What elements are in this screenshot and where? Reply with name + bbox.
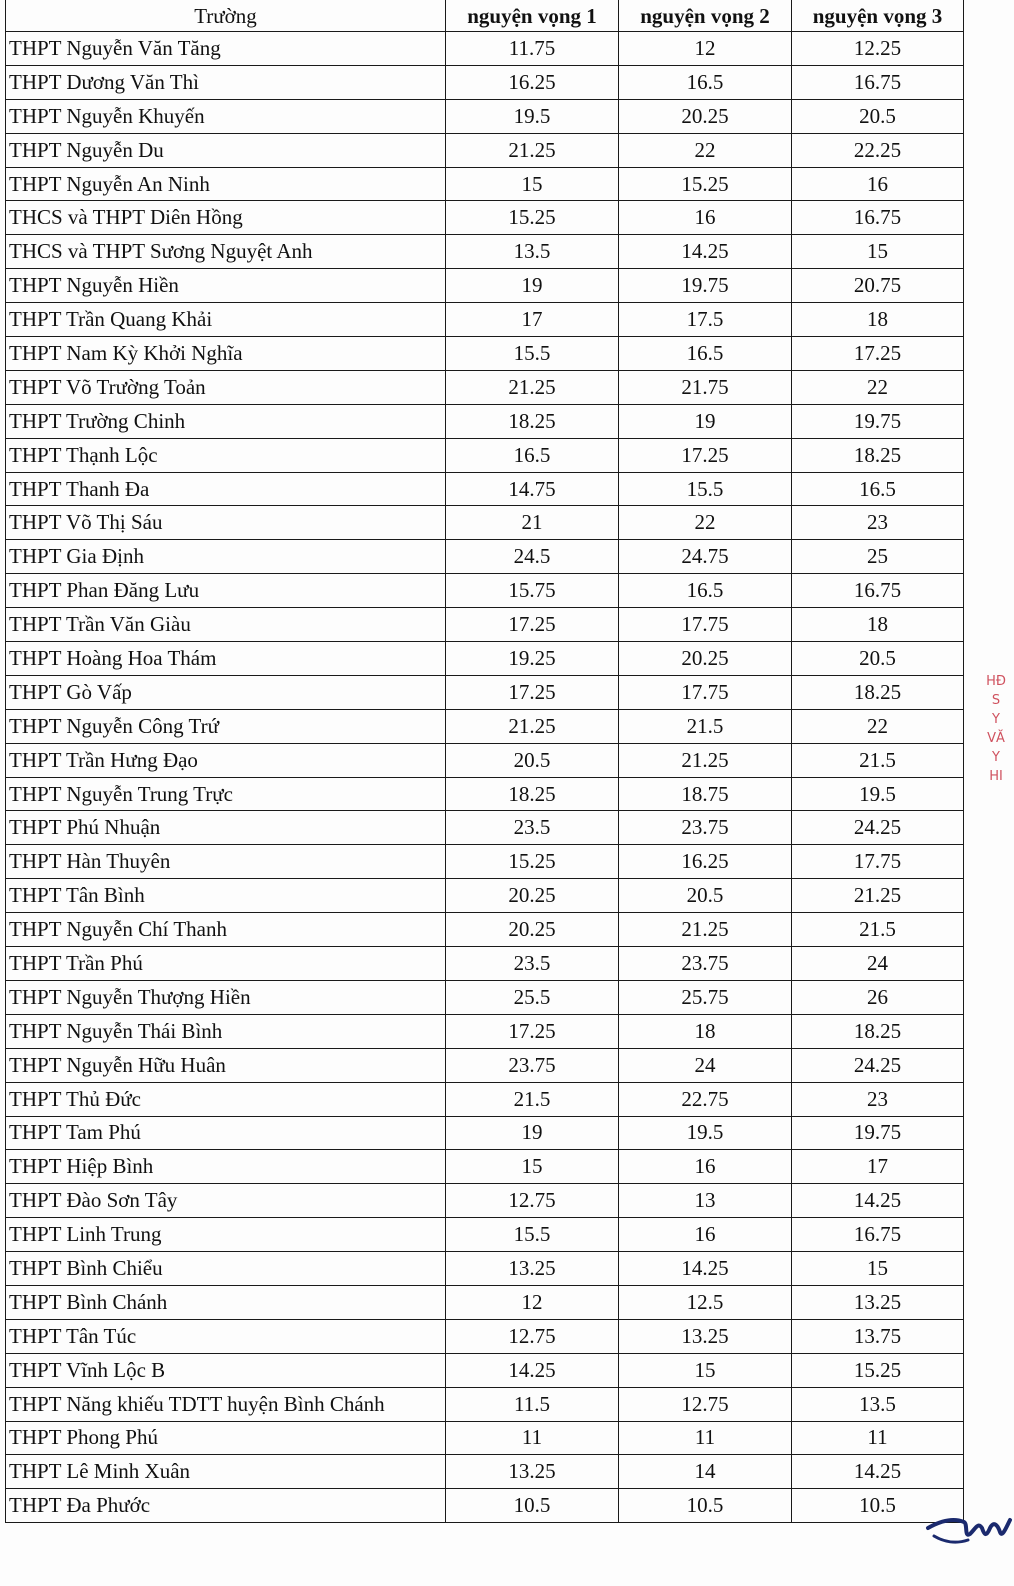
score-cell-v2: 16.5	[619, 337, 792, 371]
score-cell-v3: 13.5	[792, 1387, 964, 1421]
table-row	[6, 642, 964, 676]
school-name-cell: THPT Nguyễn Công Trứ	[6, 709, 446, 743]
table-header-row	[6, 0, 964, 32]
school-name-cell: THCS và THPT Diên Hồng	[6, 201, 446, 235]
score-cell-v3: 25	[792, 540, 964, 574]
score-cell-v2: 15.5	[619, 472, 792, 506]
school-name-cell: THPT Năng khiếu TDTT huyện Bình Chánh	[6, 1387, 446, 1421]
table-row	[6, 811, 964, 845]
school-name-cell: THPT Nguyễn Thượng Hiền	[6, 980, 446, 1014]
stamp-text-line: HĐ	[986, 674, 1006, 689]
stamp-text-line: Y	[992, 750, 1000, 765]
score-cell-v2: 20.25	[619, 642, 792, 676]
score-cell-v1: 10.5	[446, 1489, 619, 1523]
score-cell-v2: 21.75	[619, 370, 792, 404]
score-cell-v3: 19.75	[792, 404, 964, 438]
score-cell-v2: 24	[619, 1048, 792, 1082]
score-cell-v3: 12.25	[792, 32, 964, 66]
score-cell-v1: 16.5	[446, 438, 619, 472]
score-cell-v3: 24	[792, 947, 964, 981]
score-cell-v1: 11.5	[446, 1387, 619, 1421]
score-cell-v3: 13.25	[792, 1285, 964, 1319]
score-cell-v3: 15	[792, 235, 964, 269]
school-name-cell: THPT Phú Nhuận	[6, 811, 446, 845]
score-cell-v2: 16.5	[619, 574, 792, 608]
score-cell-v3: 20.75	[792, 269, 964, 303]
table-row	[6, 337, 964, 371]
score-cell-v3: 24.25	[792, 811, 964, 845]
table-row	[6, 1184, 964, 1218]
score-cell-v2: 12.75	[619, 1387, 792, 1421]
score-cell-v2: 12	[619, 32, 792, 66]
school-name-cell: THPT Hiệp Bình	[6, 1150, 446, 1184]
score-cell-v1: 23.5	[446, 947, 619, 981]
school-name-cell: THPT Nguyễn Thái Bình	[6, 1014, 446, 1048]
school-name-cell: THPT Linh Trung	[6, 1218, 446, 1252]
score-cell-v1: 15.25	[446, 201, 619, 235]
score-cell-v3: 16.5	[792, 472, 964, 506]
score-cell-v2: 14.25	[619, 1252, 792, 1286]
school-name-cell: THPT Nguyễn Văn Tăng	[6, 32, 446, 66]
score-cell-v1: 15.5	[446, 1218, 619, 1252]
score-cell-v3: 20.5	[792, 99, 964, 133]
school-name-cell: THPT Đa Phước	[6, 1489, 446, 1523]
school-name-cell: THPT Lê Minh Xuân	[6, 1455, 446, 1489]
score-cell-v2: 19	[619, 404, 792, 438]
score-cell-v3: 17	[792, 1150, 964, 1184]
school-name-cell: THPT Nguyễn Khuyến	[6, 99, 446, 133]
score-cell-v1: 21.25	[446, 370, 619, 404]
score-cell-v3: 19.5	[792, 777, 964, 811]
score-cell-v3: 10.5	[792, 1489, 964, 1523]
score-cell-v1: 14.25	[446, 1353, 619, 1387]
score-cell-v3: 16.75	[792, 201, 964, 235]
school-name-cell: THPT Thanh Đa	[6, 472, 446, 506]
score-cell-v3: 11	[792, 1421, 964, 1455]
table-row	[6, 404, 964, 438]
table-row	[6, 1285, 964, 1319]
table-row	[6, 540, 964, 574]
school-name-cell: THPT Nguyễn Hiền	[6, 269, 446, 303]
score-cell-v3: 20.5	[792, 642, 964, 676]
table-row	[6, 65, 964, 99]
score-cell-v3: 18	[792, 303, 964, 337]
school-name-cell: THPT Gia Định	[6, 540, 446, 574]
score-cell-v1: 18.25	[446, 777, 619, 811]
score-cell-v2: 18.75	[619, 777, 792, 811]
score-cell-v3: 18	[792, 608, 964, 642]
table-body	[6, 32, 964, 1523]
school-name-cell: THPT Hoàng Hoa Thám	[6, 642, 446, 676]
score-cell-v3: 21.5	[792, 913, 964, 947]
school-name-cell: THPT Trường Chinh	[6, 404, 446, 438]
stamp-text-line: VĂ	[987, 731, 1005, 746]
score-cell-v1: 21.25	[446, 133, 619, 167]
score-cell-v3: 22	[792, 709, 964, 743]
score-cell-v1: 15.25	[446, 845, 619, 879]
score-cell-v3: 15.25	[792, 1353, 964, 1387]
score-cell-v2: 25.75	[619, 980, 792, 1014]
school-name-cell: THPT Phan Đăng Lưu	[6, 574, 446, 608]
score-cell-v3: 18.25	[792, 675, 964, 709]
score-cell-v1: 15	[446, 1150, 619, 1184]
score-cell-v2: 17.25	[619, 438, 792, 472]
score-cell-v2: 19.75	[619, 269, 792, 303]
table-row	[6, 675, 964, 709]
score-cell-v1: 19	[446, 1116, 619, 1150]
table-row	[6, 879, 964, 913]
school-name-cell: THPT Gò Vấp	[6, 675, 446, 709]
score-cell-v1: 11	[446, 1421, 619, 1455]
score-cell-v2: 23.75	[619, 947, 792, 981]
table-row	[6, 574, 964, 608]
score-cell-v3: 16.75	[792, 574, 964, 608]
score-cell-v2: 11	[619, 1421, 792, 1455]
table-row	[6, 1252, 964, 1286]
score-cell-v2: 21.25	[619, 913, 792, 947]
school-name-cell: THPT Nguyễn Trung Trực	[6, 777, 446, 811]
score-cell-v1: 13.25	[446, 1252, 619, 1286]
school-name-cell: THPT Võ Trường Toản	[6, 370, 446, 404]
score-cell-v2: 16.25	[619, 845, 792, 879]
score-cell-v1: 12.75	[446, 1319, 619, 1353]
score-cell-v3: 13.75	[792, 1319, 964, 1353]
score-cell-v1: 24.5	[446, 540, 619, 574]
table-row	[6, 980, 964, 1014]
score-cell-v1: 23.5	[446, 811, 619, 845]
school-name-cell: THPT Dương Văn Thì	[6, 65, 446, 99]
school-name-cell: THPT Trần Hưng Đạo	[6, 743, 446, 777]
table-row	[6, 506, 964, 540]
score-cell-v3: 18.25	[792, 438, 964, 472]
score-cell-v2: 12.5	[619, 1285, 792, 1319]
score-cell-v3: 17.25	[792, 337, 964, 371]
table-row	[6, 1116, 964, 1150]
table-row	[6, 1218, 964, 1252]
table-row	[6, 1048, 964, 1082]
score-cell-v1: 13.5	[446, 235, 619, 269]
score-cell-v2: 21.5	[619, 709, 792, 743]
score-cell-v1: 17.25	[446, 1014, 619, 1048]
score-cell-v2: 22.75	[619, 1082, 792, 1116]
table-row	[6, 1319, 964, 1353]
table-row	[6, 608, 964, 642]
score-cell-v1: 20.25	[446, 879, 619, 913]
school-name-cell: THPT Bình Chánh	[6, 1285, 446, 1319]
school-name-cell: THPT Nguyễn Du	[6, 133, 446, 167]
score-cell-v2: 18	[619, 1014, 792, 1048]
signature-mark	[924, 1498, 1014, 1558]
score-cell-v2: 15	[619, 1353, 792, 1387]
table-row	[6, 235, 964, 269]
table-row	[6, 1421, 964, 1455]
score-cell-v3: 15	[792, 1252, 964, 1286]
score-cell-v2: 22	[619, 133, 792, 167]
table-row	[6, 32, 964, 66]
score-cell-v2: 14	[619, 1455, 792, 1489]
score-cell-v1: 14.75	[446, 472, 619, 506]
score-cell-v1: 19	[446, 269, 619, 303]
header-choice-3: nguyện vọng 3	[792, 0, 964, 32]
admission-scores-table	[5, 0, 964, 1523]
score-cell-v2: 17.75	[619, 608, 792, 642]
score-cell-v1: 21.5	[446, 1082, 619, 1116]
score-cell-v1: 18.25	[446, 404, 619, 438]
score-cell-v3: 16.75	[792, 1218, 964, 1252]
table-row	[6, 845, 964, 879]
header-choice-1: nguyện vọng 1	[446, 0, 619, 32]
score-cell-v3: 14.25	[792, 1455, 964, 1489]
score-cell-v2: 15.25	[619, 167, 792, 201]
score-cell-v3: 22.25	[792, 133, 964, 167]
score-cell-v2: 13.25	[619, 1319, 792, 1353]
score-cell-v3: 17.75	[792, 845, 964, 879]
score-cell-v1: 19.5	[446, 99, 619, 133]
score-cell-v1: 13.25	[446, 1455, 619, 1489]
score-cell-v1: 17.25	[446, 675, 619, 709]
score-cell-v3: 16.75	[792, 65, 964, 99]
score-cell-v3: 19.75	[792, 1116, 964, 1150]
school-name-cell: THPT Trần Văn Giàu	[6, 608, 446, 642]
score-cell-v3: 23	[792, 506, 964, 540]
score-cell-v3: 26	[792, 980, 964, 1014]
table-row	[6, 133, 964, 167]
table-row	[6, 1387, 964, 1421]
school-name-cell: THPT Hàn Thuyên	[6, 845, 446, 879]
table-row	[6, 777, 964, 811]
school-name-cell: THPT Vĩnh Lộc B	[6, 1353, 446, 1387]
table-row	[6, 370, 964, 404]
school-name-cell: THPT Tân Bình	[6, 879, 446, 913]
table-row	[6, 167, 964, 201]
score-cell-v1: 11.75	[446, 32, 619, 66]
score-cell-v1: 15.75	[446, 574, 619, 608]
stamp-text-line: S	[991, 693, 1001, 708]
table-row	[6, 1489, 964, 1523]
score-cell-v1: 17.25	[446, 608, 619, 642]
school-name-cell: THPT Nam Kỳ Khởi Nghĩa	[6, 337, 446, 371]
score-cell-v2: 24.75	[619, 540, 792, 574]
school-name-cell: THPT Thủ Đức	[6, 1082, 446, 1116]
table-row	[6, 201, 964, 235]
table-row	[6, 1082, 964, 1116]
table-row	[6, 303, 964, 337]
red-stamp	[983, 672, 1009, 852]
school-name-cell: THPT Võ Thị Sáu	[6, 506, 446, 540]
school-name-cell: THPT Nguyễn Hữu Huân	[6, 1048, 446, 1082]
table-row	[6, 1455, 964, 1489]
score-cell-v3: 21.25	[792, 879, 964, 913]
table-row	[6, 99, 964, 133]
table-row	[6, 743, 964, 777]
score-cell-v1: 20.25	[446, 913, 619, 947]
school-name-cell: THPT Tân Túc	[6, 1319, 446, 1353]
score-cell-v2: 21.25	[619, 743, 792, 777]
score-cell-v3: 16	[792, 167, 964, 201]
score-cell-v1: 16.25	[446, 65, 619, 99]
score-cell-v3: 24.25	[792, 1048, 964, 1082]
score-cell-v1: 21	[446, 506, 619, 540]
header-choice-2: nguyện vọng 2	[619, 0, 792, 32]
table-row	[6, 269, 964, 303]
score-cell-v1: 20.5	[446, 743, 619, 777]
score-cell-v2: 16	[619, 1150, 792, 1184]
school-name-cell: THPT Trần Phú	[6, 947, 446, 981]
score-cell-v1: 25.5	[446, 980, 619, 1014]
score-cell-v1: 12	[446, 1285, 619, 1319]
score-cell-v3: 18.25	[792, 1014, 964, 1048]
table-row	[6, 1150, 964, 1184]
table-row	[6, 438, 964, 472]
score-cell-v2: 16	[619, 1218, 792, 1252]
score-cell-v2: 17.5	[619, 303, 792, 337]
score-cell-v3: 23	[792, 1082, 964, 1116]
score-cell-v1: 15	[446, 167, 619, 201]
table-row	[6, 947, 964, 981]
header-school-name: Trường	[6, 0, 446, 32]
score-cell-v1: 23.75	[446, 1048, 619, 1082]
score-cell-v3: 21.5	[792, 743, 964, 777]
score-cell-v1: 15.5	[446, 337, 619, 371]
score-cell-v3: 22	[792, 370, 964, 404]
school-name-cell: THCS và THPT Sương Nguyệt Anh	[6, 235, 446, 269]
score-cell-v2: 16	[619, 201, 792, 235]
score-cell-v2: 17.75	[619, 675, 792, 709]
school-name-cell: THPT Nguyễn An Ninh	[6, 167, 446, 201]
school-name-cell: THPT Trần Quang Khải	[6, 303, 446, 337]
school-name-cell: THPT Đào Sơn Tây	[6, 1184, 446, 1218]
school-name-cell: THPT Bình Chiểu	[6, 1252, 446, 1286]
stamp-text-line: Y	[992, 712, 1000, 727]
score-cell-v2: 23.75	[619, 811, 792, 845]
table-row	[6, 1353, 964, 1387]
score-cell-v2: 20.5	[619, 879, 792, 913]
score-cell-v2: 22	[619, 506, 792, 540]
score-cell-v1: 21.25	[446, 709, 619, 743]
score-cell-v2: 16.5	[619, 65, 792, 99]
score-cell-v2: 14.25	[619, 235, 792, 269]
score-cell-v1: 17	[446, 303, 619, 337]
score-cell-v2: 13	[619, 1184, 792, 1218]
score-cell-v2: 20.25	[619, 99, 792, 133]
table-row	[6, 709, 964, 743]
score-cell-v2: 10.5	[619, 1489, 792, 1523]
score-cell-v2: 19.5	[619, 1116, 792, 1150]
table-row	[6, 472, 964, 506]
score-cell-v1: 19.25	[446, 642, 619, 676]
stamp-text-line: HI	[989, 769, 1003, 784]
school-name-cell: THPT Nguyễn Chí Thanh	[6, 913, 446, 947]
school-name-cell: THPT Thạnh Lộc	[6, 438, 446, 472]
table-row	[6, 913, 964, 947]
table-row	[6, 1014, 964, 1048]
score-cell-v1: 12.75	[446, 1184, 619, 1218]
score-cell-v3: 14.25	[792, 1184, 964, 1218]
school-name-cell: THPT Phong Phú	[6, 1421, 446, 1455]
school-name-cell: THPT Tam Phú	[6, 1116, 446, 1150]
